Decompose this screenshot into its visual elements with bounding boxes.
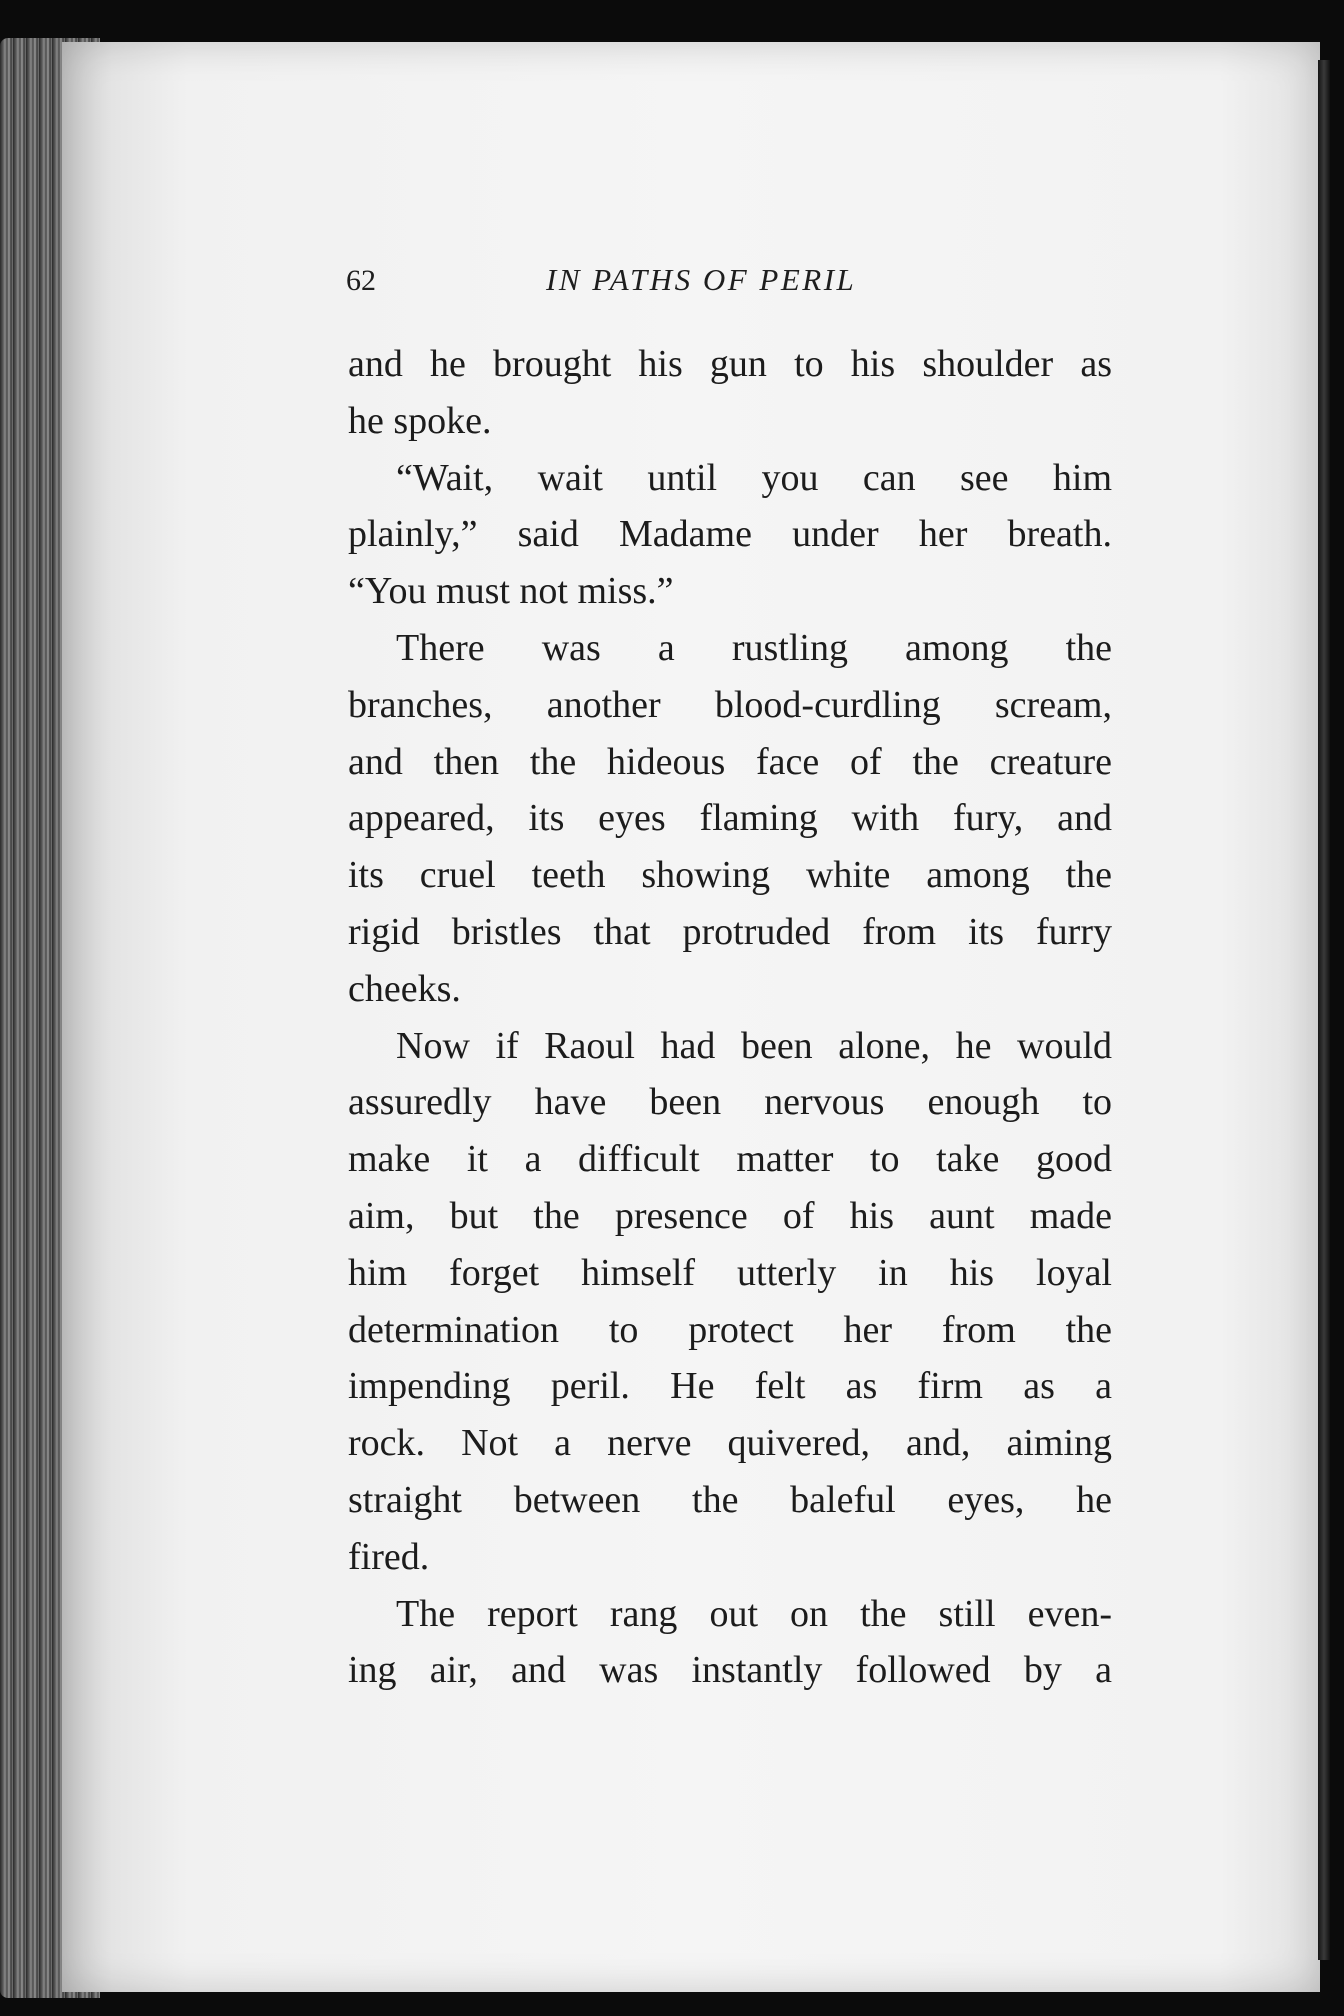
text-line: assuredly have been nervous enough to xyxy=(348,1081,1112,1124)
text-line: impending peril. He felt as firm as a xyxy=(348,1365,1112,1408)
page-header xyxy=(346,262,918,308)
text-line: ing air, and was instantly followed by a xyxy=(348,1649,1112,1692)
text-line: Now if Raoul had been alone, he would xyxy=(396,1024,1112,1067)
text-line: branches, another blood-curdling scream, xyxy=(348,683,1112,726)
text-line: he spoke. xyxy=(348,399,492,442)
text-line: “Wait, wait until you can see him xyxy=(396,456,1112,499)
page-number: 62 xyxy=(346,264,376,297)
running-title: IN PATHS OF PERIL xyxy=(546,262,857,297)
text-line: its cruel teeth showing white among the xyxy=(348,854,1112,897)
text-line: There was a rustling among the xyxy=(396,626,1112,669)
text-line: make it a difficult matter to take good xyxy=(348,1138,1112,1181)
text-line: fired. xyxy=(348,1535,430,1578)
text-line: cheeks. xyxy=(348,967,461,1010)
text-line: him forget himself utterly in his loyal xyxy=(348,1251,1112,1294)
text-line: rigid bristles that protruded from its furry xyxy=(348,910,1112,953)
text-line: determination to protect her from the xyxy=(348,1308,1112,1351)
binding-edge xyxy=(1318,60,1330,1960)
text-line: The report rang out on the still even- xyxy=(396,1592,1112,1635)
text-line: “You must not miss.” xyxy=(348,570,674,613)
text-line: rock. Not a nerve quivered, and, aiming xyxy=(348,1422,1112,1465)
text-line: and he brought his gun to his shoulder as xyxy=(348,343,1112,385)
text-line: aim, but the presence of his aunt made xyxy=(348,1194,1112,1237)
text-line: plainly,” said Madame under her breath. xyxy=(348,513,1112,556)
text-line: appeared, its eyes flaming with fury, and xyxy=(348,797,1112,840)
text-line: straight between the baleful eyes, he xyxy=(348,1478,1112,1521)
text-line: and then the hideous face of the creature xyxy=(348,740,1112,783)
body-text xyxy=(348,336,1112,1699)
